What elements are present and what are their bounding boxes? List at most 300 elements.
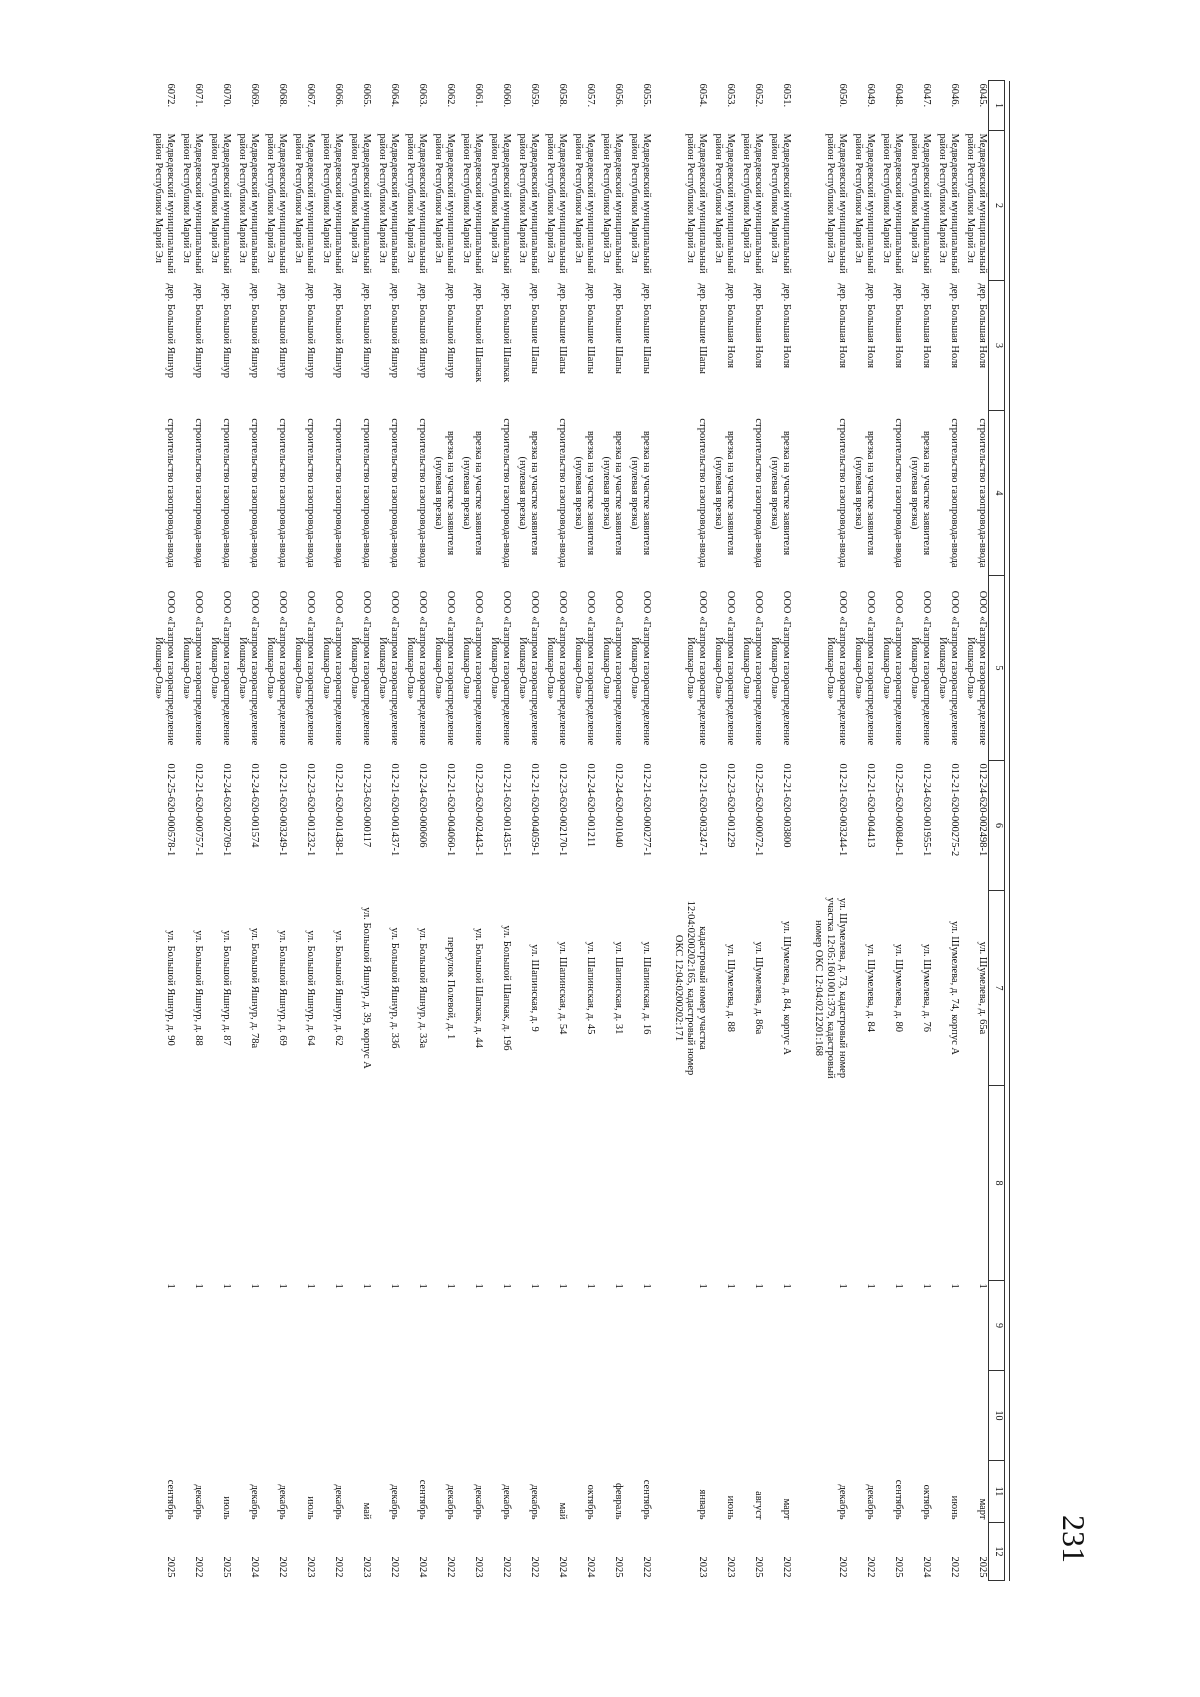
organization-cell: ООО «Газпром газораспределение Йошкар-Ола» (236, 590, 260, 746)
table-row (540, 81, 568, 1581)
district-cell: Медведевский муниципальный район Республики Марий Эл (712, 133, 736, 274)
district-cell: Медведевский муниципальный район Республики Марий Эл (964, 133, 988, 274)
year-cell: 2024 (249, 1556, 260, 1578)
registration-code-cell: 012-23-620-002443-1 (473, 763, 484, 857)
table-row (904, 81, 932, 1581)
address-cell: ул. Большой Яшнур, д. 78а (249, 927, 260, 1049)
row-number: 6066. (333, 83, 344, 108)
month-cell: сентябрь (893, 1479, 904, 1520)
column-8-cell (148, 1086, 176, 1281)
year-cell: 2025 (753, 1556, 764, 1578)
count-cell: 1 (221, 1283, 232, 1289)
address-cell: ул. Большой Шапкак, д. 44 (473, 928, 484, 1048)
month-cell: декабрь (837, 1484, 848, 1520)
column-10-cell (568, 1371, 596, 1461)
year-cell: 2023 (725, 1556, 736, 1578)
month-cell: февраль (613, 1483, 624, 1520)
column-header: 7 (989, 891, 1005, 1086)
column-header: 2 (989, 131, 1005, 281)
column-header: 6 (989, 761, 1005, 891)
settlement-cell: дер. Большая Ноля (781, 283, 792, 369)
table-row (232, 81, 260, 1581)
settlement-cell: дер. Большая Ноля (865, 283, 876, 369)
month-cell: июль (305, 1496, 316, 1520)
work-type-cell: строительство газопровода-ввода (193, 418, 204, 568)
table-row (568, 81, 596, 1581)
district-cell: Медведевский муниципальный район Республики Марий Эл (180, 133, 204, 274)
organization-cell: ООО «Газпром газораспределение Йошкар-Ола» (936, 590, 960, 746)
address-cell: ул. Шумелева, д. 88 (725, 943, 736, 1032)
organization-cell: ООО «Газпром газораспределение Йошкар-Ола» (152, 590, 176, 746)
column-10-cell (204, 1371, 232, 1461)
column-8-cell (876, 1086, 904, 1281)
work-type-cell: врезка на участке заявителя (нулевая врезка) (516, 430, 540, 556)
count-cell: 1 (641, 1283, 652, 1289)
month-cell: сентябрь (641, 1479, 652, 1520)
district-cell: Медведевский муниципальный район Республики Марий Эл (628, 133, 652, 274)
column-header: 3 (989, 281, 1005, 411)
address-cell: ул. Шумелева, д. 74, корпус А (949, 920, 960, 1056)
address-cell: ул. Шапинская, д. 31 (613, 941, 624, 1035)
address-cell: ул. Большой Яшнур, д. 69 (277, 930, 288, 1046)
address-cell: переулок Полевой, д. 1 (445, 936, 456, 1040)
settlement-cell: дер. Большой Яшнур (417, 283, 428, 378)
column-8-cell (904, 1086, 932, 1281)
column-10-cell (428, 1371, 456, 1461)
column-header: 1 (989, 81, 1005, 131)
organization-cell: ООО «Газпром газораспределение Йошкар-Ола» (180, 590, 204, 746)
address-cell: кадастровый номер участка 12:04:0200202:165, кадастровый номер ОКС 12:04:0200202:171 (672, 900, 708, 1076)
work-type-cell: строительство газопровода-ввода (557, 418, 568, 568)
table-row (372, 81, 400, 1581)
row-number: 6072. (165, 83, 176, 108)
district-cell: Медведевский муниципальный район Республики Марий Эл (208, 133, 232, 274)
district-cell: Медведевский муниципальный район Республики Марий Эл (516, 133, 540, 274)
settlement-cell: дер. Большой Шапкак (501, 283, 512, 383)
address-cell: ул. Шумелева, д. 76 (921, 943, 932, 1032)
table-row (876, 81, 904, 1581)
district-cell: Медведевский муниципальный район Республики Марий Эл (768, 133, 792, 274)
table-row (596, 81, 624, 1581)
organization-cell: ООО «Газпром газораспределение Йошкар-Ола» (544, 590, 568, 746)
column-8-cell (176, 1086, 204, 1281)
column-10-cell (876, 1371, 904, 1461)
table-row (344, 81, 372, 1581)
month-cell: январь (697, 1489, 708, 1520)
column-10-cell (540, 1371, 568, 1461)
work-type-cell: врезка на участке заявителя (нулевая врезка) (600, 430, 624, 556)
month-cell: август (753, 1491, 764, 1520)
organization-cell: ООО «Газпром газораспределение Йошкар-Ола» (824, 590, 848, 746)
year-cell: 2022 (501, 1556, 512, 1578)
organization-cell: ООО «Газпром газораспределение Йошкар-Ола» (320, 590, 344, 746)
count-cell: 1 (305, 1283, 316, 1289)
column-number-header (989, 81, 1005, 1581)
column-header: 9 (989, 1281, 1005, 1371)
column-8-cell (260, 1086, 288, 1281)
organization-cell: ООО «Газпром газораспределение Йошкар-Ола» (852, 590, 876, 746)
settlement-cell: дер. Большая Ноля (921, 283, 932, 369)
table-row (792, 81, 848, 1581)
row-number: 6061. (473, 83, 484, 108)
address-cell: ул. Шумелева, д. 84, корпус А (781, 920, 792, 1056)
month-cell: октябрь (585, 1484, 596, 1520)
column-10-cell (148, 1371, 176, 1461)
table-row (764, 81, 792, 1581)
table-row (456, 81, 484, 1581)
count-cell: 1 (165, 1283, 176, 1289)
count-cell: 1 (725, 1283, 736, 1289)
address-cell: ул. Шумелева, д. 73, кадастровый номер участка 12:05:1601001:379, кадастровый номер ОКС 12:04:0212201:168 (812, 897, 848, 1079)
registration-code-cell: 012-23-620-000117 (361, 763, 372, 848)
registration-code-cell: 012-21-620-003244-1 (837, 763, 848, 857)
row-number: 6057. (585, 83, 596, 108)
count-cell: 1 (613, 1283, 624, 1289)
district-cell: Медведевский муниципальный район Республики Марий Эл (544, 133, 568, 274)
table-row (288, 81, 316, 1581)
organization-cell: ООО «Газпром газораспределение Йошкар-Ола» (768, 590, 792, 746)
settlement-cell: дер. Большой Яшнур (445, 283, 456, 378)
count-cell: 1 (417, 1283, 428, 1289)
settlement-cell: дер. Большой Яшнур (165, 283, 176, 378)
column-header: 11 (989, 1461, 1005, 1523)
settlement-cell: дер. Большой Яшнур (193, 283, 204, 378)
year-cell: 2022 (949, 1556, 960, 1578)
count-cell: 1 (557, 1283, 568, 1289)
table-row (736, 81, 764, 1581)
year-cell: 2024 (921, 1556, 932, 1578)
settlement-cell: дер. Большие Шапы (641, 283, 652, 374)
district-cell: Медведевский муниципальный район Республики Марий Эл (236, 133, 260, 274)
organization-cell: ООО «Газпром газораспределение Йошкар-Ола» (488, 590, 512, 746)
registration-code-cell: 012-24-620-002709-1 (221, 763, 232, 857)
month-cell: декабрь (473, 1484, 484, 1520)
registration-code-cell: 012-21-620-000277-1 (641, 763, 652, 857)
column-8-cell (232, 1086, 260, 1281)
registration-code-cell: 012-25-620-000840-1 (893, 763, 904, 857)
work-type-cell: врезка на участке заявителя (нулевая врезка) (460, 430, 484, 556)
count-cell: 1 (893, 1283, 904, 1289)
registration-code-cell: 012-24-620-001040 (613, 763, 624, 848)
organization-cell: ООО «Газпром газораспределение Йошкар-Ола» (908, 590, 932, 746)
district-cell: Медведевский муниципальный район Республики Марий Эл (264, 133, 288, 274)
address-cell: ул. Большой Яшнур, д. 62 (333, 930, 344, 1046)
month-cell: май (361, 1502, 372, 1520)
year-cell: 2022 (641, 1556, 652, 1578)
count-cell: 1 (921, 1283, 932, 1289)
district-cell: Медведевский муниципальный район Республики Марий Эл (684, 133, 708, 274)
column-8-cell (848, 1086, 876, 1281)
column-8-cell (596, 1086, 624, 1281)
column-10-cell (932, 1371, 960, 1461)
organization-cell: ООО «Газпром газораспределение Йошкар-Ола» (264, 590, 288, 746)
district-cell: Медведевский муниципальный район Республики Марий Эл (740, 133, 764, 274)
work-type-cell: врезка на участке заявителя (нулевая врезка) (628, 430, 652, 556)
registration-code-cell: 012-23-620-002170-1 (557, 763, 568, 857)
column-header: 8 (989, 1086, 1005, 1281)
column-8-cell (428, 1086, 456, 1281)
month-cell: март (977, 1498, 988, 1520)
row-number: 6046. (949, 83, 960, 108)
column-8-cell (540, 1086, 568, 1281)
column-8-cell (344, 1086, 372, 1281)
row-number: 6052. (753, 83, 764, 108)
year-cell: 2025 (893, 1556, 904, 1578)
organization-cell: ООО «Газпром газораспределение Йошкар-Ола» (628, 590, 652, 746)
column-10-cell (736, 1371, 764, 1461)
settlement-cell: дер. Большая Ноля (977, 283, 988, 369)
column-8-cell (400, 1086, 428, 1281)
column-8-cell (932, 1086, 960, 1281)
count-cell: 1 (977, 1283, 988, 1289)
address-cell: ул. Шапинская, д. 9 (529, 944, 540, 1032)
registration-code-cell: 012-25-620-000072-1 (753, 763, 764, 857)
work-type-cell: строительство газопровода-ввода (501, 418, 512, 568)
month-cell: март (781, 1498, 792, 1520)
column-header: 5 (989, 576, 1005, 761)
column-8-cell (736, 1086, 764, 1281)
column-8-cell (652, 1086, 708, 1281)
settlement-cell: дер. Большой Яшнур (389, 283, 400, 378)
registration-code-cell: 012-21-620-001438-1 (333, 763, 344, 857)
month-cell: декабрь (193, 1484, 204, 1520)
organization-cell: ООО «Газпром газораспределение Йошкар-Ола» (572, 590, 596, 746)
district-cell: Медведевский муниципальный район Республики Марий Эл (600, 133, 624, 274)
registration-code-cell: 012-24-620-002498-1 (977, 763, 988, 857)
district-cell: Медведевский муниципальный район Республики Марий Эл (292, 133, 316, 274)
work-type-cell: строительство газопровода-ввода (305, 418, 316, 568)
row-number: 6053. (725, 83, 736, 108)
row-number: 6068. (277, 83, 288, 108)
column-10-cell (960, 1371, 989, 1461)
month-cell: декабрь (501, 1484, 512, 1520)
registration-code-cell: 012-21-620-000275-2 (949, 763, 960, 857)
address-cell: ул. Шумелева, д. 86а (753, 941, 764, 1035)
table-row (204, 81, 232, 1581)
work-type-cell: строительство газопровода-ввода (753, 418, 764, 568)
column-10-cell (652, 1371, 708, 1461)
year-cell: 2025 (613, 1556, 624, 1578)
registration-code-cell: 012-21-620-001435-1 (501, 763, 512, 857)
table-row (316, 81, 344, 1581)
column-8-cell (568, 1086, 596, 1281)
row-number: 6069. (249, 83, 260, 108)
row-number: 6049. (865, 83, 876, 108)
settlement-cell: дер. Большая Ноля (949, 283, 960, 369)
column-header: 12 (989, 1523, 1005, 1581)
work-type-cell: строительство газопровода-ввода (977, 418, 988, 568)
year-cell: 2024 (585, 1556, 596, 1578)
organization-cell: ООО «Газпром газораспределение Йошкар-Ола» (348, 590, 372, 746)
gas-connection-table (148, 80, 1010, 1581)
column-10-cell (316, 1371, 344, 1461)
month-cell: декабрь (277, 1484, 288, 1520)
year-cell: 2022 (837, 1556, 848, 1578)
count-cell: 1 (865, 1283, 876, 1289)
count-cell: 1 (333, 1283, 344, 1289)
count-cell: 1 (389, 1283, 400, 1289)
column-8-cell (708, 1086, 736, 1281)
month-cell: сентябрь (165, 1479, 176, 1520)
registration-code-cell: 012-25-620-000578-1 (165, 763, 176, 857)
organization-cell: ООО «Газпром газораспределение Йошкар-Ола» (684, 590, 708, 746)
count-cell: 1 (193, 1283, 204, 1289)
organization-cell: ООО «Газпром газораспределение Йошкар-Ола» (432, 590, 456, 746)
work-type-cell: строительство газопровода-ввода (949, 418, 960, 568)
table-row (400, 81, 428, 1581)
count-cell: 1 (277, 1283, 288, 1289)
row-number: 6045. (977, 83, 988, 108)
district-cell: Медведевский муниципальный район Республики Марий Эл (376, 133, 400, 274)
year-cell: 2022 (389, 1556, 400, 1578)
column-10-cell (456, 1371, 484, 1461)
table-row (148, 81, 176, 1581)
organization-cell: ООО «Газпром газораспределение Йошкар-Ола» (516, 590, 540, 746)
address-cell: ул. Шумелева, д. 84 (865, 943, 876, 1032)
column-10-cell (260, 1371, 288, 1461)
column-8-cell (484, 1086, 512, 1281)
settlement-cell: дер. Большой Шапкак (473, 283, 484, 383)
column-10-cell (848, 1371, 876, 1461)
row-number: 6067. (305, 83, 316, 108)
month-cell: октябрь (921, 1484, 932, 1520)
column-10-cell (624, 1371, 652, 1461)
count-cell: 1 (837, 1283, 848, 1289)
column-8-cell (372, 1086, 400, 1281)
settlement-cell: дер. Большая Ноля (725, 283, 736, 369)
month-cell: июнь (949, 1495, 960, 1520)
registration-code-cell: 012-24-620-001955-1 (921, 763, 932, 857)
settlement-cell: дер. Большой Яшнур (221, 283, 232, 378)
month-cell: июнь (725, 1495, 736, 1520)
column-10-cell (400, 1371, 428, 1461)
row-number: 6070. (221, 83, 232, 108)
registration-code-cell: 012-21-620-004413 (865, 763, 876, 848)
month-cell: декабрь (389, 1484, 400, 1520)
address-cell: ул. Шумелева, д. 80 (893, 943, 904, 1032)
registration-code-cell: 012-21-620-000757-1 (193, 763, 204, 857)
district-cell: Медведевский муниципальный район Республики Марий Эл (936, 133, 960, 274)
year-cell: 2022 (277, 1556, 288, 1578)
registration-code-cell: 012-21-620-003800 (781, 763, 792, 848)
organization-cell: ООО «Газпром газораспределение Йошкар-Ола» (600, 590, 624, 746)
district-cell: Медведевский муниципальный район Республики Марий Эл (152, 133, 176, 274)
column-8-cell (316, 1086, 344, 1281)
address-cell: ул. Большой Яшнур, д. 64 (305, 930, 316, 1046)
row-number: 6060. (501, 83, 512, 108)
work-type-cell: врезка на участке заявителя (нулевая врезка) (852, 430, 876, 556)
page-number: 231 (1056, 1515, 1092, 1563)
month-cell: сентябрь (417, 1479, 428, 1520)
year-cell: 2024 (557, 1556, 568, 1578)
count-cell: 1 (781, 1283, 792, 1289)
address-cell: ул. Большой Яшнур, д. 90 (165, 930, 176, 1046)
organization-cell: ООО «Газпром газораспределение Йошкар-Ола» (880, 590, 904, 746)
column-10-cell (288, 1371, 316, 1461)
address-cell: ул. Шапинская, д. 16 (641, 941, 652, 1035)
settlement-cell: дер. Большая Ноля (753, 283, 764, 369)
address-cell: ул. Большой Яшнур, д. 39, корпус А (361, 907, 372, 1069)
column-10-cell (904, 1371, 932, 1461)
address-cell: ул. Шапинская, д. 45 (585, 941, 596, 1035)
month-cell: декабрь (249, 1484, 260, 1520)
month-cell: декабрь (865, 1484, 876, 1520)
table-row (484, 81, 512, 1581)
district-cell: Медведевский муниципальный район Республики Марий Эл (432, 133, 456, 274)
settlement-cell: дер. Большой Яшнур (333, 283, 344, 378)
year-cell: 2022 (865, 1556, 876, 1578)
row-number: 6058. (557, 83, 568, 108)
work-type-cell: строительство газопровода-ввода (893, 418, 904, 568)
year-cell: 2023 (473, 1556, 484, 1578)
work-type-cell: врезка на участке заявителя (нулевая врезка) (432, 430, 456, 556)
work-type-cell: строительство газопровода-ввода (697, 418, 708, 568)
month-cell: июль (221, 1496, 232, 1520)
work-type-cell: строительство газопровода-ввода (221, 418, 232, 568)
work-type-cell: строительство газопровода-ввода (417, 418, 428, 568)
organization-cell: ООО «Газпром газораспределение Йошкар-Ола» (208, 590, 232, 746)
settlement-cell: дер. Большие Шапы (613, 283, 624, 374)
settlement-cell: дер. Большая Ноля (893, 283, 904, 369)
table-row (848, 81, 876, 1581)
organization-cell: ООО «Газпром газораспределение Йошкар-Ола» (376, 590, 400, 746)
settlement-cell: дер. Большие Шапы (585, 283, 596, 374)
column-8-cell (512, 1086, 540, 1281)
row-number: 6059. (529, 83, 540, 108)
registration-code-cell: 012-24-620-001574 (249, 763, 260, 848)
registration-code-cell: 012-21-620-004060-1 (445, 763, 456, 857)
district-cell: Медведевский муниципальный район Республики Марий Эл (348, 133, 372, 274)
row-number: 6048. (893, 83, 904, 108)
district-cell: Медведевский муниципальный район Республики Марий Эл (404, 133, 428, 274)
address-cell: ул. Большой Яшнур, д. 87 (221, 930, 232, 1046)
count-cell: 1 (529, 1283, 540, 1289)
address-cell: ул. Большой Яшнур, д. 88 (193, 930, 204, 1046)
month-cell: декабрь (529, 1484, 540, 1520)
registration-code-cell: 012-24-620-000606 (417, 763, 428, 848)
district-cell: Медведевский муниципальный район Республики Марий Эл (460, 133, 484, 274)
count-cell: 1 (249, 1283, 260, 1289)
column-10-cell (344, 1371, 372, 1461)
district-cell: Медведевский муниципальный район Республики Марий Эл (572, 133, 596, 274)
count-cell: 1 (501, 1283, 512, 1289)
count-cell: 1 (473, 1283, 484, 1289)
column-header: 10 (989, 1371, 1005, 1461)
year-cell: 2023 (361, 1556, 372, 1578)
column-10-cell (764, 1371, 792, 1461)
count-cell: 1 (361, 1283, 372, 1289)
settlement-cell: дер. Большие Шапы (529, 283, 540, 374)
address-cell: ул. Большой Яшнур, д. 33а (417, 927, 428, 1049)
row-number: 6055. (641, 83, 652, 108)
count-cell: 1 (753, 1283, 764, 1289)
registration-code-cell: 012-21-620-004059-1 (529, 763, 540, 857)
column-10-cell (176, 1371, 204, 1461)
address-cell: ул. Большой Шапкак, д. 19б (501, 925, 512, 1051)
column-8-cell (288, 1086, 316, 1281)
table-row (176, 81, 204, 1581)
column-8-cell (764, 1086, 792, 1281)
row-number: 6071. (193, 83, 204, 108)
row-number: 6054. (697, 83, 708, 108)
column-10-cell (596, 1371, 624, 1461)
year-cell: 2024 (417, 1556, 428, 1578)
work-type-cell: строительство газопровода-ввода (389, 418, 400, 568)
address-cell: ул. Большой Яшнур, д. 33б (389, 927, 400, 1049)
settlement-cell: дер. Большой Яшнур (361, 283, 372, 378)
work-type-cell: строительство газопровода-ввода (249, 418, 260, 568)
column-8-cell (792, 1086, 848, 1281)
